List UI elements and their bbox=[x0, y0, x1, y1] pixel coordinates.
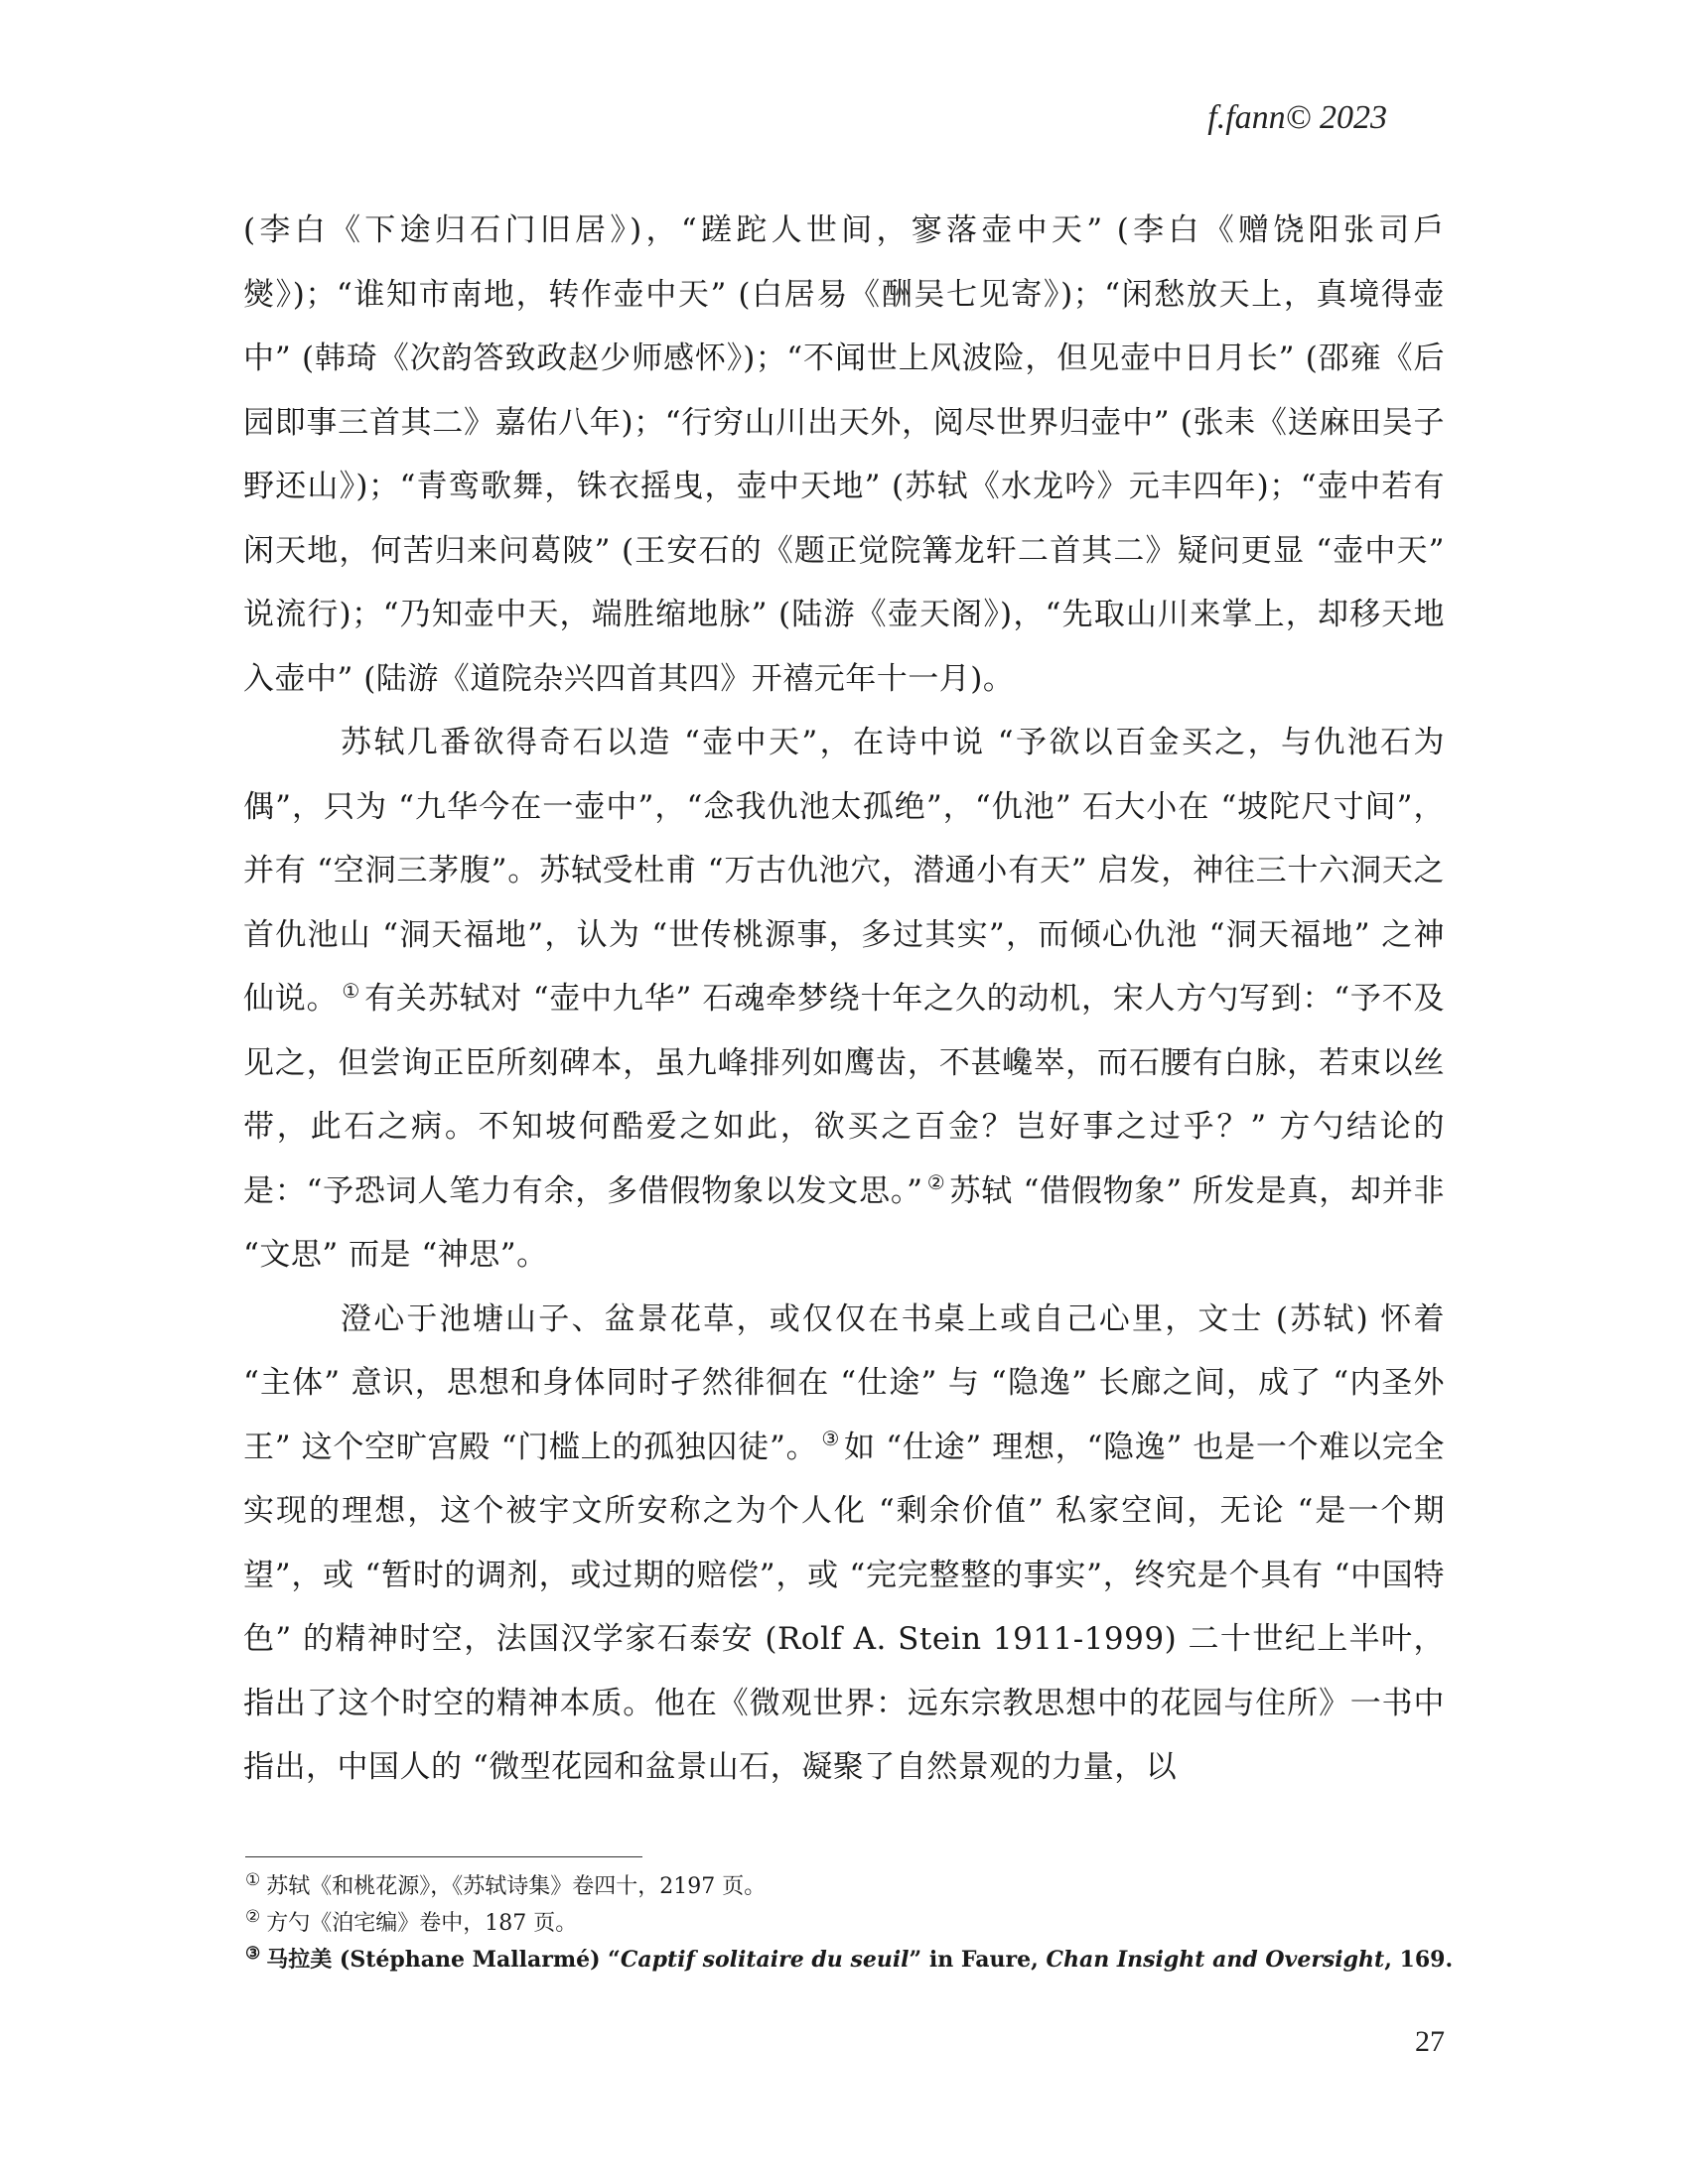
footnote-mark: ② bbox=[245, 1906, 261, 1927]
paragraph-text: 如 “仕途” 理想，“隐逸” 也是一个难以完全实现的理想，这个被宇文所安称之为个人化 “剩余价值” 私家空间，无论 “是一个期望”，或 “暂时的调剂，或过期的赔偿”，或 “完完整整的事实”，终究是个具有 “中国特色” 的精神时空，法国汉学家石泰安 (Rolf A. Stein 1911-1999) 二十世纪上半叶，指出了这个时空的精神本质。他在《微观世界：远东宗教思想中的花园与住所》一书中指出，中国人的 “微型花园和盆景山石，凝聚了自然景观的力量，以 bbox=[243, 1429, 1445, 1785]
footnote-book-italic: Chan Insight and Oversight bbox=[1046, 1947, 1385, 1973]
paragraph-continuation: (李白《下途归石门旧居》)，“蹉跎人世间，寥落壶中天” (李白《赠饶阳张司戶爕》)；“谁知市南地，转作壶中天” (白居易《酬吴七见寄》)；“闲愁放天上，真境得壶中” (韩琦《次韵答致政赵少师感怀》)；“不闻世上风波险，但见壶中日月长” (邵雍《后园即事三首其二》嘉佑八年)；“行穷山川出天外，阅尽世界归壶中” (张耒《送麻田吴子野还山》)；“青鸾歌舞，铢衣摇曳，壶中天地” (苏轼《水龙吟》元丰四年)；“壶中若有闲天地，何苦归来问葛陂” (王安石的《题正觉院篝龙轩二首其二》疑问更显 “壶中天” 说流行)；“乃知壶中天，端胜缩地脉” (陆游《壶天阁》)，“先取山川来掌上，却移天地入壶中” (陆游《道院杂兴四首其四》开禧元年十一月)。 bbox=[243, 212, 1445, 697]
footnotes bbox=[245, 1868, 1454, 1979]
paragraph-su-shi-stone bbox=[243, 711, 1445, 1288]
footnote-1 bbox=[245, 1868, 1447, 1905]
footnote-mark: ③ bbox=[245, 1943, 261, 1964]
footnote-ref-3[interactable]: ③ bbox=[821, 1427, 840, 1451]
footnote-2 bbox=[245, 1905, 1447, 1942]
footnote-text: , 169. bbox=[1384, 1947, 1454, 1973]
footnote-text: 马拉美 (Stéphane Mallarmé) “ bbox=[266, 1947, 621, 1973]
footnote-3 bbox=[245, 1942, 1454, 1979]
paragraph-text: 苏轼几番欲得奇石以造 “壶中天”，在诗中说 “予欲以百金买之，与仇池石为偶”，只为 “九华今在一壶中”，“念我仇池太孤绝”，“仇池” 石大小在 “坡陀尺寸间”，并有 “空洞三茅腹”。苏轼受杜甫 “万古仇池穴，潜通小有天” 启发，神往三十六洞天之首仇池山 “洞天福地”，认为 “世传桃源事，多过其实”，而倾心仇池 “洞天福地” 之神仙说。 bbox=[243, 725, 1445, 1017]
footnote-ref-2[interactable]: ② bbox=[926, 1170, 946, 1195]
page-header: f.fann© 2023 bbox=[1207, 99, 1387, 136]
footnote-divider bbox=[245, 1856, 642, 1857]
paragraph-text: 苏轼 “借假物象” 所发是真，却并非 “文思” 而是 “神思”。 bbox=[243, 1172, 1445, 1273]
footnote-text: 方勺《泊宅编》卷中，187 页。 bbox=[266, 1911, 578, 1936]
footnote-title-italic: Captif solitaire du seuil bbox=[620, 1947, 910, 1973]
page-number: 27 bbox=[1415, 2025, 1445, 2058]
paragraph-text: 有关苏轼对 “壶中九华” 石魂牵梦绕十年之久的动机，宋人方勺写到：“予不及见之，但尝询正臣所刻碑本，虽九峰排列如鹰齿，不甚巉崒，而石腰有白脉，若束以丝带，此石之病。不知坡何酷爱之如此，欲买之百金？岂好事之过乎？” 方勺结论的是：“予恐词人笔力有余，多借假物象以发文思。” bbox=[243, 981, 1446, 1209]
paragraph-text: 澄心于池塘山子、盆景花草，或仅仅在书桌上或自己心里，文士 (苏轼) 怀着 “主体” 意识，思想和身体同时孑然徘徊在 “仕途” 与 “隐逸” 长廊之间，成了 “内圣外王” 这个空旷宫殿 “门槛上的孤独囚徒”。 bbox=[243, 1300, 1445, 1465]
paragraph-literati bbox=[243, 1288, 1445, 1800]
footnote-ref-1[interactable]: ① bbox=[342, 978, 361, 1003]
footnote-mark: ① bbox=[245, 1869, 261, 1890]
footnote-text: ” in Faure, bbox=[909, 1947, 1047, 1973]
main-body-text bbox=[243, 199, 1445, 1800]
footnote-text: 苏轼《和桃花源》，《苏轼诗集》卷四十，2197 页。 bbox=[266, 1874, 767, 1899]
